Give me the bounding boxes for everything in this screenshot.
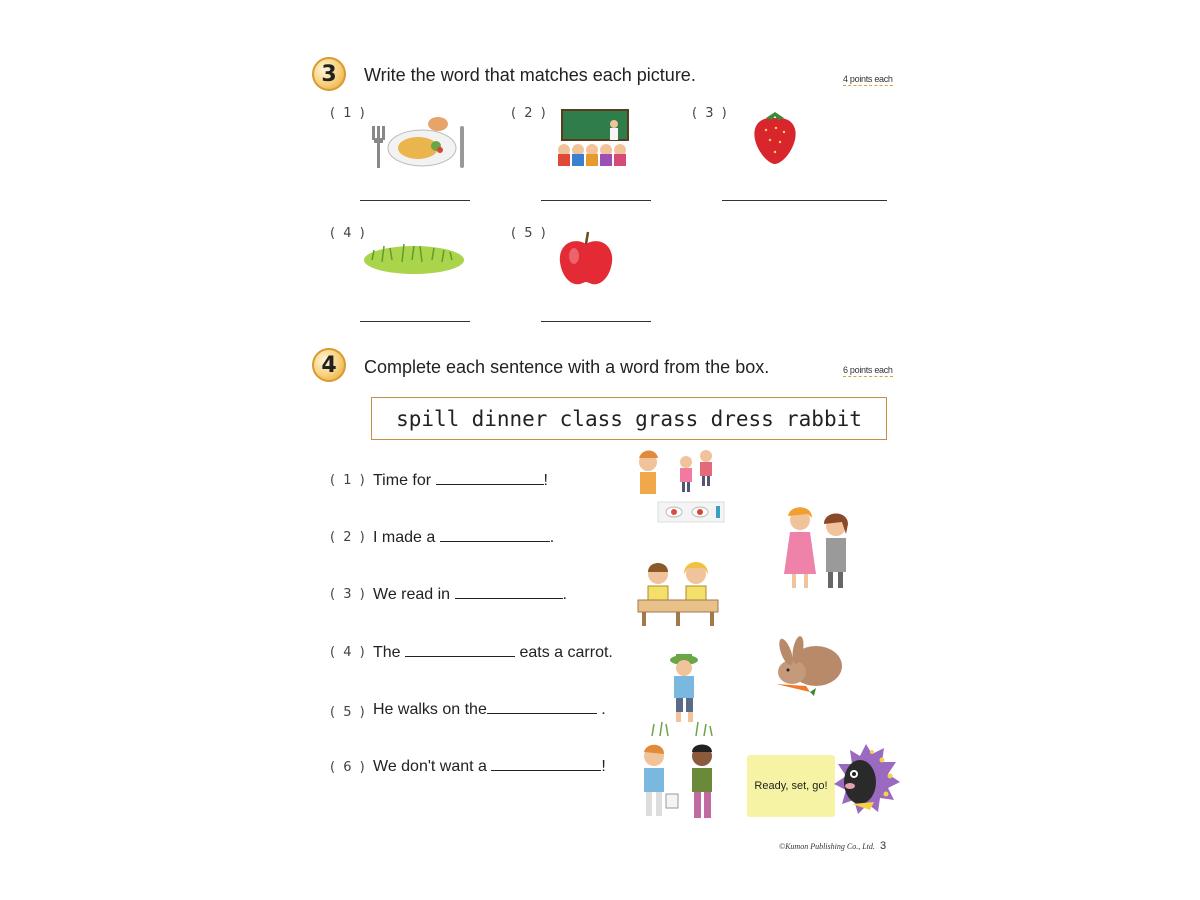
sentence-blank[interactable]: [455, 586, 563, 599]
question-number: ( 3 ): [692, 106, 729, 121]
grass-icon: [362, 238, 466, 278]
question-number: ( 5 ): [330, 705, 367, 720]
word-box-word: grass: [635, 406, 699, 431]
sentence-before: The: [373, 644, 401, 661]
question-number: ( 2 ): [511, 106, 548, 121]
question-number: ( 2 ): [330, 530, 367, 545]
answer-line[interactable]: [722, 200, 887, 201]
word-box-word: class: [559, 406, 623, 431]
sentence: [373, 586, 567, 604]
spill-boys-illustration: [638, 744, 724, 820]
speech-bubble: Ready, set, go!: [747, 755, 835, 817]
sentence-before: He walks on the: [373, 701, 487, 718]
word-box-word: dress: [710, 406, 774, 431]
sentence-before: We read in: [373, 586, 451, 603]
boy-on-grass-illustration: [650, 650, 718, 738]
apple-icon: [556, 230, 616, 288]
sentence-blank[interactable]: [436, 472, 544, 485]
question-number: ( 1 ): [330, 473, 367, 488]
strawberry-icon: [750, 108, 800, 166]
page-number: 3: [880, 840, 887, 852]
sentence-before: We don't want a: [373, 758, 487, 775]
rabbit-illustration: [770, 626, 846, 698]
word-box-word: spill: [396, 406, 460, 431]
sentence-before: I made a: [373, 529, 436, 546]
word-box-word: dinner: [471, 406, 548, 431]
section-3-heading: Write the word that matches each picture.: [364, 65, 696, 85]
question-number: ( 6 ): [330, 760, 367, 775]
sentence: [373, 758, 606, 776]
answer-line[interactable]: [541, 200, 651, 201]
question-number: ( 4 ): [330, 226, 367, 241]
sentence-blank[interactable]: [440, 529, 550, 542]
sentence-blank[interactable]: [405, 644, 515, 657]
section-3-points: 4 points each: [843, 74, 893, 84]
sentence-after: !: [601, 758, 606, 775]
copyright: ©Kumon Publishing Co., Ltd.: [779, 842, 875, 851]
sentence-after: eats a carrot.: [519, 644, 613, 661]
section-4-badge: 4: [312, 348, 346, 382]
question-number: ( 3 ): [330, 587, 367, 602]
sentence-after: !: [543, 472, 548, 489]
dress-girls-illustration: [780, 504, 856, 590]
hedgehog-mascot-icon: [830, 740, 902, 822]
answer-line[interactable]: [541, 321, 651, 322]
sentence-blank[interactable]: [487, 701, 597, 714]
question-number: ( 5 ): [511, 226, 548, 241]
answer-line[interactable]: [360, 321, 470, 322]
word-box-word: rabbit: [786, 406, 862, 431]
sentence: [373, 701, 606, 719]
sentence: [373, 644, 613, 662]
sentence: [373, 472, 548, 490]
section-4-heading: Complete each sentence with a word from the box.: [364, 357, 770, 377]
dinner-plate-icon: [368, 112, 468, 170]
answer-line[interactable]: [360, 200, 470, 201]
dinner-family-illustration: [634, 446, 726, 530]
sentence-before: Time for: [373, 472, 432, 489]
section-4-points: 6 points each: [843, 365, 893, 375]
question-number: ( 4 ): [330, 645, 367, 660]
word-box: [371, 397, 887, 440]
class-icon: [556, 108, 634, 168]
class-reading-illustration: [636, 560, 720, 628]
question-number: ( 1 ): [330, 106, 367, 121]
sentence-after: .: [562, 586, 567, 603]
section-3-badge: 3: [312, 57, 346, 91]
sentence: [373, 529, 554, 547]
sentence-after: .: [549, 529, 555, 546]
sentence-after: .: [601, 701, 606, 718]
sentence-blank[interactable]: [491, 758, 601, 771]
